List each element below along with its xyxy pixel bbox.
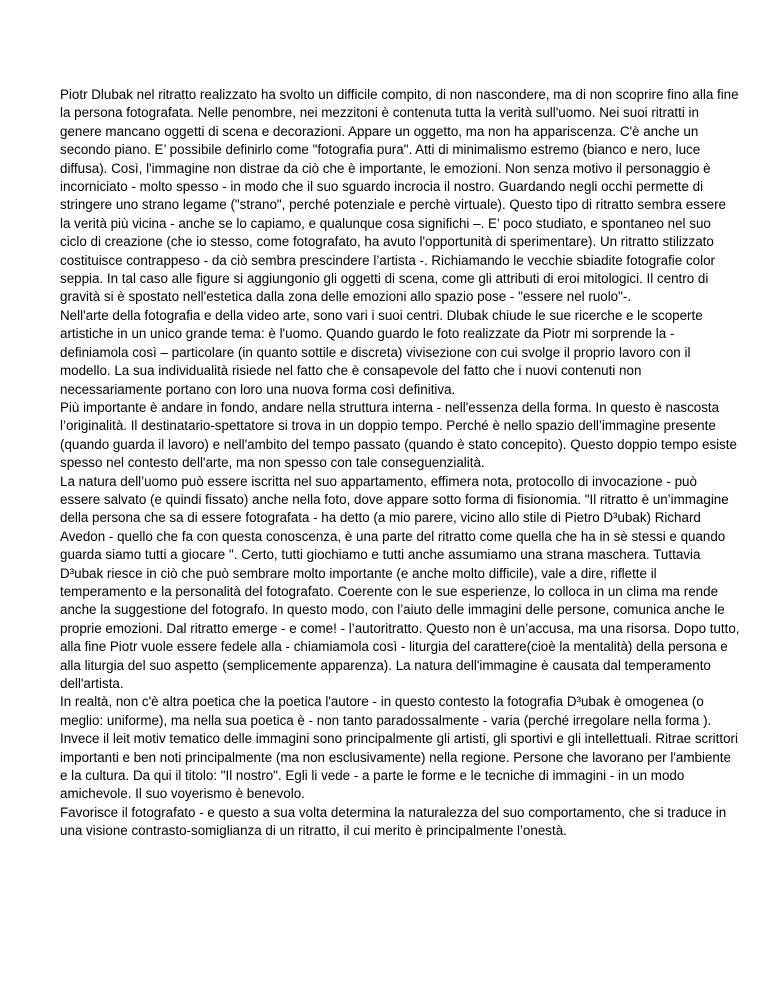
paragraph: Piotr Dlubak nel ritratto realizzato ha svolto un difficile compito, di non nascondere, ma di non scoprire fino alla fine la persona fotografata. Nelle penombre, nei mezzitoni è contenuta tutta la verità sull'uomo. Nei suoi ritratti in genere mancano oggetti di scena e decorazioni. Appare un oggetto, ma non ha appariscenza. C'è anche un secondo piano. E’ possibile definirlo come "fotografia pura". Atti di minimalismo estremo (bianco e nero, luce diffusa). Così, l'immagine non distrae da ciò che è importante, le emozioni. Non senza motivo il personaggio è incorniciato - molto spesso - in modo che il suo sguardo incrocia il nostro. Guardando negli occhi permette di stringere uno strano legame ("strano", perché potenziale e perchè virtuale). Questo tipo di ritratto sembra essere la verità più vicina - anche se lo capiamo, e qualunque cosa significhi –. E’ poco studiato, e spontaneo nel suo ciclo di creazione (che io stesso, come fotografato, ha avuto l'opportunità di sperimentare). Un ritratto stilizzato costituisce contrappeso - da ciò sembra prescindere l’artista -. Richiamando le vecchie sbiadite fotografie color seppia. In tal caso alle figure si aggiungonio gli oggetti di scena, come gli attributi di eroi mitologici. Il centro di gravità si è spostato nell'estetica dalla zona delle emozioni allo spazio pose - "essere nel ruolo"-. [60,87,739,305]
paragraph: Favorisce il fotografato - e questo a sua volta determina la naturalezza del suo comportamento, che si traduce in una visione contrasto-somiglianza di un ritratto, il cui merito è principalmente l’onestà. [60,804,727,839]
paragraph: Più importante è andare in fondo, andare nella struttura interna - nell'essenza della forma. In questo è nascosta l’originalità. Il destinatario-spettatore si trova in un doppio tempo. Perché è nello spazio dell’immagine presente (quando guarda il lavoro) e nell'ambito del tempo passato (quando è stato concepito). Questo doppio tempo esiste spesso nel contesto dell'arte, ma non spesso con tale conseguenzialità. [60,399,737,471]
paragraph: La natura dell’uomo può essere iscritta nel suo appartamento, effimera nota, protocollo di invocazione - può essere salvato (e quindi fissato) anche nella foto, dove appare sotto forma di fisionomia. "Il ritratto è un’immagine della persona che sa di essere fotografata - ha detto (a mio parere, vicino allo stile di Pietro D³ubak) Richard Avedon - quello che fa con questa conoscenza, è una parte del ritratto come quella che ha in sè stessi e quando guarda siamo tutti a giocare ". Certo, tutti giochiamo e tutti anche assumiamo una strana maschera. Tuttavia D³ubak riesce in ciò che può sembrare molto importante (e anche molto difficile), vale a dire, riflette il temperamento e la personalità del fotografato. Coerente con le sue esperienze, lo colloca in un clima ma rende anche la suggestione del fotografo. In questo modo, con l’aiuto delle immagini delle persone, comunica anche le proprie emozioni. Dal ritratto emerge - e come! - l’autoritratto. Questo non è un’accusa, ma una risorsa. Dopo tutto, alla fine Piotr vuole essere fedele alla - chiamiamola così - liturgia del carattere(cioè la mentalità) della persona e alla liturgia del suo aspetto (semplicemente apparenza). La natura dell'immagine è causata dal temperamento dell'artista. [60,473,740,691]
document-body [60,86,740,841]
paragraph: Nell'arte della fotografia e della video arte, sono vari i suoi centri. Dlubak chiude le sue ricerche e le scoperte artistiche in un unico grande tema: è l'uomo. Quando guardo le foto realizzate da Piotr mi sorprende la - definiamola così – particolare (in quanto sottile e discreta) vivisezione con cui svolge il proprio lavoro con il modello. La sua individualità risiede nel fatto che è consapevole del fatto che i nuovi contenuti non necessariamente portano con loro una nuova forma così definitiva. [60,307,703,397]
paragraph: In realtà, non c'è altra poetica che la poetica l'autore - in questo contesto la fotografia D³ubak è omogenea (o meglio: uniforme), ma nella sua poetica è - non tanto paradossalmente - varia (perché irregolare nella forma ). Invece il leit motiv tematico delle immagini sono principalmente gli artisti, gli sportivi e gli intellettuali. Ritrae scrittori importanti e ben noti principalmente (ma non esclusivamente) nella regione. Persone che lavorano per l'ambiente e la cultura. Da qui il titolo: "Il nostro". Egli li vede - a parte le forme e le tecniche di immagini - in un modo amichevole. Il suo voyerismo è benevolo. [60,694,738,802]
